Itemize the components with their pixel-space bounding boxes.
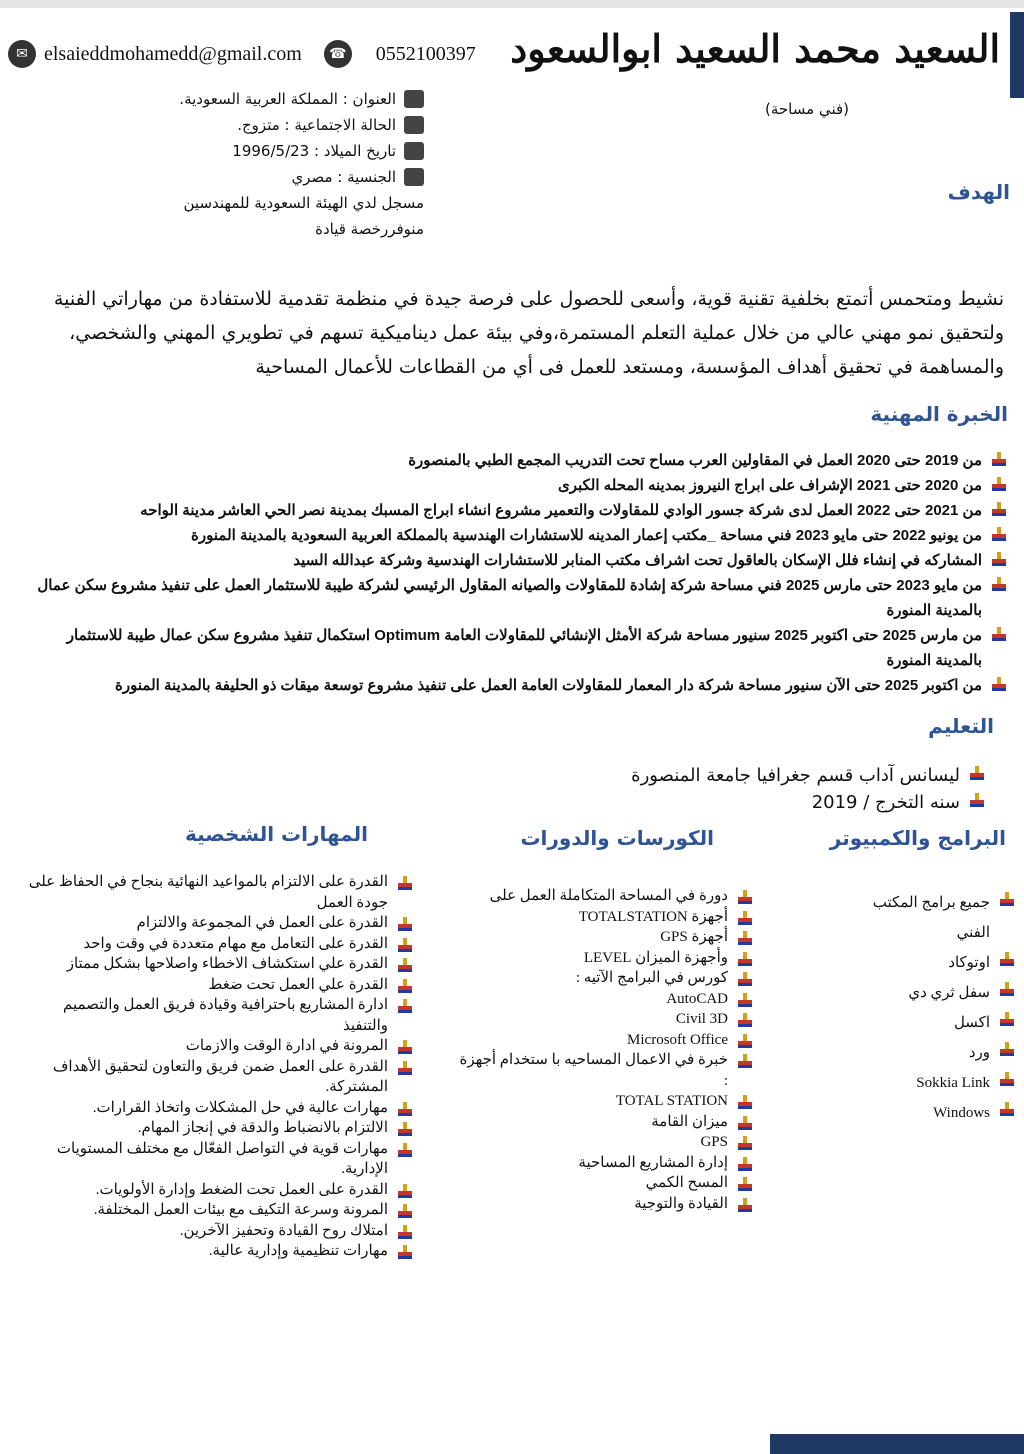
job-title: (فني مساحة) bbox=[765, 100, 849, 118]
list-item bbox=[452, 927, 752, 948]
item-text: المرونة وسرعة التكيف مع بيئات العمل المختلفة. bbox=[93, 1202, 388, 1218]
bullet-icon bbox=[738, 1054, 752, 1070]
list-item bbox=[22, 1098, 412, 1119]
bullet-icon bbox=[992, 552, 1006, 568]
info-row bbox=[179, 112, 424, 138]
item-text: سفل ثري دي bbox=[908, 985, 990, 1001]
bullet-icon bbox=[398, 917, 412, 933]
item-text: AutoCAD bbox=[666, 990, 728, 1007]
item-text: إدارة المشاريع المساحية bbox=[578, 1154, 728, 1171]
bullet-icon bbox=[398, 1143, 412, 1159]
bullet-icon bbox=[398, 1061, 412, 1077]
list-item bbox=[22, 913, 412, 934]
list-item bbox=[28, 473, 1006, 498]
bullet-icon bbox=[398, 979, 412, 995]
bullet-icon bbox=[970, 766, 984, 782]
bullet-icon bbox=[992, 527, 1006, 543]
list-item bbox=[28, 673, 1006, 698]
item-text: ميزان القامة bbox=[651, 1113, 728, 1130]
contact-info bbox=[8, 40, 476, 68]
bullet-icon bbox=[992, 577, 1006, 593]
family-icon bbox=[404, 116, 424, 134]
bullet-icon bbox=[398, 1225, 412, 1241]
list-item bbox=[22, 1221, 412, 1242]
list-item bbox=[28, 548, 1006, 573]
list-item bbox=[452, 948, 752, 969]
bullet-icon bbox=[398, 1102, 412, 1118]
bullet-icon bbox=[992, 627, 1006, 643]
item-text: Civil 3D bbox=[675, 1011, 728, 1027]
info-row bbox=[179, 86, 424, 112]
list-item bbox=[28, 498, 1006, 523]
software-list bbox=[854, 888, 1014, 1128]
info-row bbox=[179, 138, 424, 164]
list-item bbox=[452, 886, 752, 907]
bullet-icon bbox=[992, 477, 1006, 493]
bullet-icon bbox=[738, 890, 752, 906]
item-text: اكسل bbox=[953, 1015, 990, 1031]
list-item bbox=[452, 989, 752, 1010]
item-text: القدرة على التعامل مع مهام متعددة في وقت واحد bbox=[83, 935, 388, 952]
item-text: أجهزة TOTALSTATION bbox=[578, 908, 728, 925]
list-item bbox=[452, 1050, 752, 1091]
phone[interactable]: 0552100397 bbox=[375, 42, 476, 65]
item-text: Windows bbox=[933, 1105, 990, 1121]
item-text: مهارات قوية في التواصل الفعّال مع مختلف المستويات الإدارية. bbox=[56, 1140, 388, 1177]
item-text: المرونة في ادارة الوقت والازمات bbox=[185, 1038, 388, 1054]
item-text: القدرة علي استكشاف الاخطاء واصلاحها بشكل ممتاز bbox=[66, 956, 388, 972]
list-item bbox=[22, 1139, 412, 1180]
list-item bbox=[452, 1009, 752, 1030]
bullet-icon bbox=[738, 1034, 752, 1050]
list-item bbox=[452, 1194, 752, 1215]
list-item bbox=[854, 888, 1014, 948]
experience-heading: الخبرة المهنية bbox=[870, 402, 1008, 426]
objective-heading: الهدف bbox=[947, 180, 1010, 204]
item-text: أجهزة GPS bbox=[660, 929, 728, 945]
list-item bbox=[854, 1098, 1014, 1128]
info-text: العنوان : المملكة العربية السعودية. bbox=[179, 90, 396, 108]
personal-info bbox=[179, 86, 424, 242]
item-text: مهارات عالية في حل المشكلات واتخاذ القرارات. bbox=[92, 1099, 388, 1116]
list-item bbox=[22, 1118, 412, 1139]
bullet-icon bbox=[738, 1136, 752, 1152]
item-text: Microsoft Office bbox=[627, 1031, 728, 1048]
accent-bar bbox=[1010, 12, 1024, 98]
bullet-icon bbox=[970, 793, 984, 809]
list-item bbox=[22, 934, 412, 955]
phone-icon: ☎ bbox=[324, 40, 352, 68]
item-text: جميع برامج المكتب الفني bbox=[872, 895, 990, 941]
item-text: القدرة على العمل ضمن فريق والتعاون لتحقيق الأهداف المشتركة. bbox=[52, 1058, 388, 1095]
bullet-icon bbox=[738, 952, 752, 968]
item-text: من يونيو 2022 حتى مايو 2023 فني مساحة _مكتب إعمار المدينه للاستشارات الهندسية بالمملكة العربية السعودية بالمدينة المنورة bbox=[191, 527, 982, 544]
list-item bbox=[22, 1057, 412, 1098]
courses-list bbox=[452, 886, 752, 1214]
bullet-icon bbox=[398, 938, 412, 954]
bullet-icon bbox=[992, 452, 1006, 468]
bullet-icon bbox=[738, 1198, 752, 1214]
item-text: TOTAL STATION bbox=[615, 1093, 728, 1109]
list-item bbox=[28, 523, 1006, 548]
item-text: خبرة في الاعمال المساحيه با ستخدام أجهزة : bbox=[459, 1052, 728, 1089]
bullet-icon bbox=[1000, 1012, 1014, 1028]
item-text: امتلاك روح القيادة وتحفيز الآخرين. bbox=[179, 1222, 388, 1239]
item-text: GPS bbox=[700, 1134, 728, 1150]
list-item bbox=[631, 762, 984, 789]
bullet-icon bbox=[738, 1177, 752, 1193]
bullet-icon bbox=[738, 931, 752, 947]
item-text: المسح الكمي bbox=[645, 1175, 728, 1191]
list-item bbox=[854, 948, 1014, 978]
list-item bbox=[452, 968, 752, 989]
id-card-icon bbox=[404, 168, 424, 186]
list-item bbox=[22, 954, 412, 975]
bullet-icon bbox=[738, 1116, 752, 1132]
bullet-icon bbox=[738, 972, 752, 988]
bullet-icon bbox=[1000, 982, 1014, 998]
list-item bbox=[854, 978, 1014, 1008]
courses-heading: الكورسات والدورات bbox=[520, 826, 714, 850]
calendar-icon bbox=[404, 142, 424, 160]
list-item bbox=[452, 1153, 752, 1174]
info-text: الحالة الاجتماعية : متزوج. bbox=[237, 116, 396, 134]
item-text: من 2019 حتى 2020 العمل في المقاولين العرب مساح تحت التدريب المجمع الطبي بالمنصورة bbox=[408, 452, 982, 469]
bullet-icon bbox=[1000, 1042, 1014, 1058]
skills-list bbox=[22, 872, 412, 1262]
item-text: ورد bbox=[968, 1045, 990, 1061]
bullet-icon bbox=[738, 1157, 752, 1173]
info-row bbox=[179, 216, 424, 242]
list-item bbox=[22, 995, 412, 1036]
item-text: القيادة والتوجية bbox=[634, 1195, 728, 1212]
bullet-icon bbox=[992, 677, 1006, 693]
list-item bbox=[854, 1068, 1014, 1098]
item-text: المشاركه في إنشاء فلل الإسكان بالعاقول تحت اشراف مكتب المنابر للاستشارات الهندسية وشركة عبدالله السيد bbox=[293, 552, 982, 569]
list-item bbox=[631, 789, 984, 816]
bullet-icon bbox=[1000, 952, 1014, 968]
bullet-icon bbox=[738, 911, 752, 927]
bullet-icon bbox=[398, 1204, 412, 1220]
info-text: الجنسية : مصري bbox=[291, 168, 396, 186]
item-text: القدرة على الالتزام بالمواعيد النهائية بنجاح في الحفاظ على جودة العمل bbox=[28, 874, 388, 911]
item-text: ادارة المشاريع باحترافية وقيادة فريق العمل والتصميم والتنفيذ bbox=[63, 997, 388, 1034]
item-text: من اكتوبر 2025 حتى الآن سنيور مساحة شركة دار المعمار للمقاولات العامة العمل على تنفيذ مشروع توسعة ميقات ذو الحليفة بالمدينة المنورة bbox=[115, 677, 982, 694]
item-text: القدرة على العمل تحت الضغط وإدارة الأولويات. bbox=[95, 1181, 388, 1198]
email-icon: ✉ bbox=[8, 40, 36, 68]
eye-icon bbox=[404, 90, 424, 108]
list-item bbox=[22, 872, 412, 913]
list-item bbox=[28, 623, 1006, 673]
info-row bbox=[179, 164, 424, 190]
info-text: تاريخ الميلاد : 1996/5/23 bbox=[232, 142, 396, 160]
item-text: ليسانس آداب قسم جغرافيا جامعة المنصورة bbox=[631, 765, 960, 786]
software-heading: البرامج والكمبيوتر bbox=[829, 826, 1006, 850]
list-item bbox=[452, 1112, 752, 1133]
item-text: مهارات تنظيمية وإدارية عالية. bbox=[208, 1243, 388, 1259]
list-item bbox=[452, 1030, 752, 1051]
item-text: من 2021 حتى 2022 العمل لدى شركة جسور الوادي للمقاولات والتعمير مشروع انشاء ابراج المسبك بمدينة نصر الحي العاشر مدينة الواحه bbox=[140, 502, 982, 519]
list-item bbox=[28, 448, 1006, 473]
list-item bbox=[22, 1036, 412, 1057]
bullet-icon bbox=[398, 958, 412, 974]
education-list bbox=[631, 762, 984, 816]
bullet-icon bbox=[738, 993, 752, 1009]
item-text: من مايو 2023 حتى مارس 2025 فني مساحة شركة إشادة للمقاولات والصيانه المقاول الرئيسي لشركة طيبة للاستثمار العمل على تنفيذ مشروع سكن عمال بالمدينة المنورة bbox=[37, 577, 982, 619]
experience-list bbox=[28, 448, 1006, 698]
item-text: القدرة علي العمل تحت ضغط bbox=[208, 976, 388, 993]
bullet-icon bbox=[398, 999, 412, 1015]
item-text: دورة في المساحة المتكاملة العمل على bbox=[489, 888, 728, 904]
info-text: منوفررخصة قيادة bbox=[315, 220, 424, 238]
bullet-icon bbox=[398, 1245, 412, 1261]
item-text: سنه التخرج / 2019 bbox=[811, 792, 960, 813]
bullet-icon bbox=[992, 502, 1006, 518]
objective-text: نشيط ومتحمس أتمتع بخلفية تقنية قوية، وأسعى للحصول على فرصة جيدة في منظمة تقدمية للاستفادة من مهاراتي الفنية ولتحقيق نمو مهني عالي من خلال عملية التعلم المستمرة،وفي بيئة عمل ديناميكية تسهم في تطويري المهني والشخصي، والمساهمة في تحقيق أهداف المؤسسة، ومستعد للعمل فى أي من القطاعات للأعمال المساحية bbox=[53, 288, 1004, 378]
list-item bbox=[452, 1132, 752, 1153]
item-text: القدرة على العمل في المجموعة والالتزام bbox=[136, 915, 388, 931]
item-text: وأجهزة الميزان LEVEL bbox=[583, 949, 728, 966]
list-item bbox=[854, 1008, 1014, 1038]
list-item bbox=[452, 1173, 752, 1194]
bullet-icon bbox=[398, 1184, 412, 1200]
list-item bbox=[854, 1038, 1014, 1068]
list-item bbox=[452, 1091, 752, 1112]
item-text: كورس في البرامج الآتيه : bbox=[575, 970, 728, 986]
footer-bar bbox=[770, 1434, 1024, 1454]
item-text: من مارس 2025 حتى اكتوبر 2025 سنيور مساحة شركة الأمثل الإنشائي للمقاولات العامة Optimum استكمال تنفيذ مشروع سكن عمال طيبة للاستثمار بالمدينة المنورة bbox=[66, 627, 982, 669]
candidate-name: السعيد محمد السعيد ابوالسعود bbox=[510, 26, 1000, 71]
bullet-icon bbox=[1000, 1072, 1014, 1088]
item-text: الالتزام بالانضباط والدقة في إنجاز المهام. bbox=[137, 1120, 388, 1136]
item-text: من 2020 حتى 2021 الإشراف على ابراج النيروز بمدينه المحله الكبرى bbox=[557, 477, 982, 494]
bullet-icon bbox=[398, 1040, 412, 1056]
list-item bbox=[452, 907, 752, 928]
bullet-icon bbox=[738, 1013, 752, 1029]
item-text: اوتوكاد bbox=[948, 955, 990, 971]
bullet-icon bbox=[398, 1122, 412, 1138]
list-item bbox=[22, 975, 412, 996]
skills-heading: المهارات الشخصية bbox=[184, 822, 368, 846]
email[interactable]: elsaieddmohamedd@gmail.com bbox=[44, 42, 302, 65]
list-item bbox=[22, 1200, 412, 1221]
education-heading: التعليم bbox=[928, 714, 994, 738]
top-band bbox=[0, 0, 1024, 8]
list-item bbox=[22, 1180, 412, 1201]
info-row bbox=[179, 190, 424, 216]
bullet-icon bbox=[738, 1095, 752, 1111]
list-item bbox=[28, 573, 1006, 623]
item-text: Sokkia Link bbox=[916, 1075, 990, 1091]
list-item bbox=[22, 1241, 412, 1262]
info-text: مسجل لدي الهيئة السعودية للمهندسين bbox=[183, 194, 424, 212]
bullet-icon bbox=[1000, 892, 1014, 908]
bullet-icon bbox=[398, 876, 412, 892]
bullet-icon bbox=[1000, 1102, 1014, 1118]
